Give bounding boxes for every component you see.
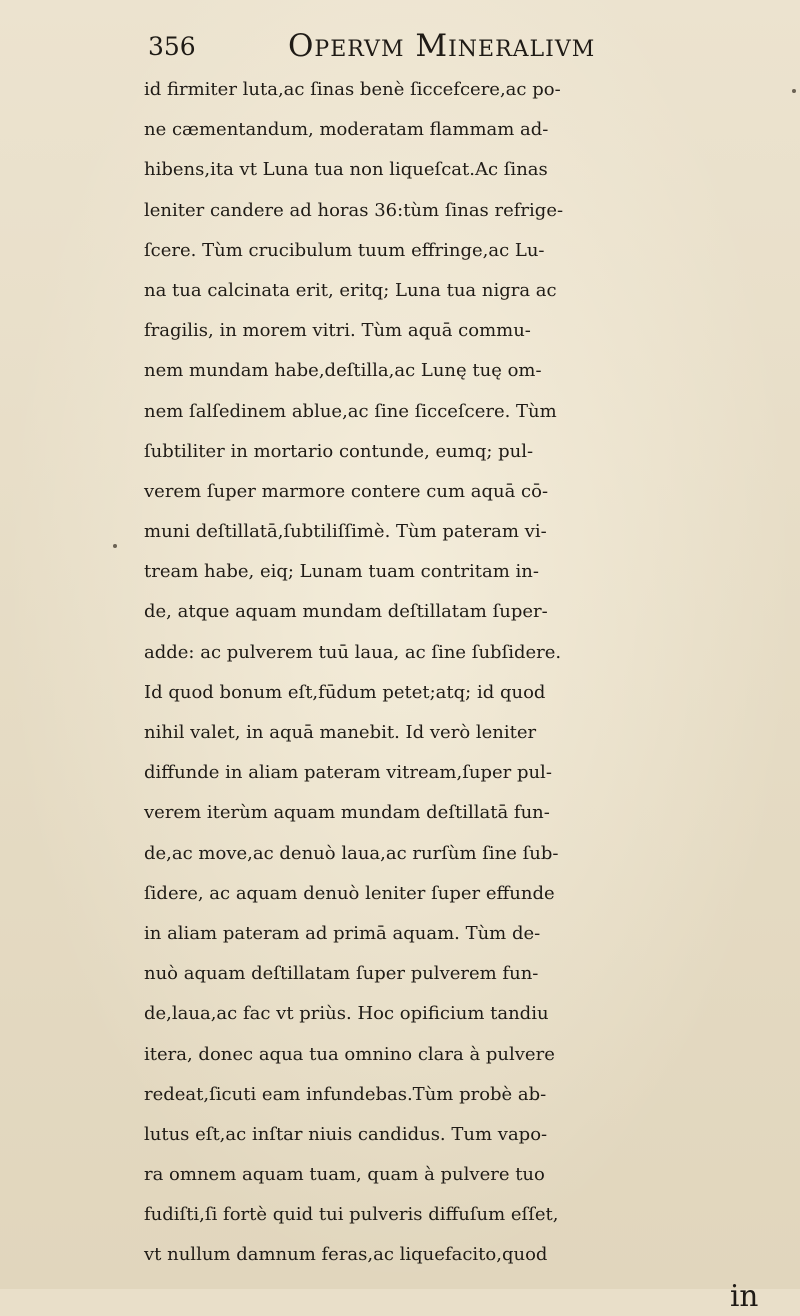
text-line: verem iterùm aquam mundam deſtillatā fun- [144,802,550,824]
text-line: lutus eſt,ac inſtar niuis candidus. Tum vapo- [144,1123,548,1145]
text-line: nihil valet, in aquā manebit. Id verò leniter [144,722,537,743]
text-line: itera, donec aqua tua omnino clara à pulvere [144,1043,555,1065]
text-line: vt nullum damnum feras,ac liquefacito,quod [144,1244,548,1266]
text-line: de,laua,ac fac vt priùs. Hoc opificium tandiu [144,1003,549,1025]
text-line: diffunde in aliam pateram vitream,ſuper pul- [144,762,552,784]
margin-speck [792,89,796,93]
text-line: in aliam pateram ad primā aquam. Tùm de- [144,922,541,944]
text-line: verem ſuper marmore contere cum aquā cō- [144,480,549,502]
text-line: id firmiter luta,ac ſinas benè ſiccefcere,ac po- [144,79,561,100]
page-header [138,28,738,68]
text-line: na tua calcinata erit, eritq; Luna tua nigra ac [144,279,557,301]
text-line: nuò aquam deſtillatam ſuper pulverem fun- [144,963,539,985]
text-line: Id quod bonum eſt,fūdum petet;atq; id quod [144,681,546,703]
text-line: ne cæmentandum, moderatam flammam ad- [144,119,549,141]
text-line: ra omnem aquam tuam, quam à pulvere tuo [144,1164,545,1186]
body-text [144,70,784,1316]
text-line: tream habe, eiq; Lunam tuam contritam in- [144,561,539,583]
text-line: ſubtiliter in mortario contunde, eumq; pul- [144,440,534,462]
text-line: fudiſti,ſi fortè quid tui pulveris diffuſum eſſet, [144,1204,559,1226]
text-line: leniter candere ad horas 36:tùm ſinas refrige- [144,199,564,221]
text-line: fragilis, in morem vitri. Tùm aquā commu- [144,320,531,342]
text-line: de,ac move,ac denuò laua,ac rurſùm ſine ſub- [144,842,559,864]
margin-speck [113,544,117,548]
text-line: ſcere. Tùm crucibulum tuum effringe,ac Lu- [144,239,545,261]
text-line: ſidere, ac aquam denuò leniter ſuper effunde [144,882,555,904]
text-line: nem ſalſedinem ablue,ac ſine ſicceſcere. Tùm [144,400,557,422]
running-head: Opervm Mineralivm [288,28,596,64]
page-number: 356 [148,32,196,61]
text-line: hibens,ita vt Luna tua non liqueſcat.Ac ſinas [144,159,548,181]
text-line: muni deſtillatā,ſubtiliſſimè. Tùm pateram vi- [144,521,547,543]
text-line: de, atque aquam mundam deſtillatam ſuper- [144,601,548,623]
text-line: nem mundam habe,deſtilla,ac Lunę tuę om- [144,360,542,382]
text-line: redeat,ſicuti eam infundebas.Tùm probè ab- [144,1083,547,1105]
catchword: in [730,1278,759,1313]
text-line: adde: ac pulverem tuū laua, ac ſine ſubſidere. [144,641,562,663]
